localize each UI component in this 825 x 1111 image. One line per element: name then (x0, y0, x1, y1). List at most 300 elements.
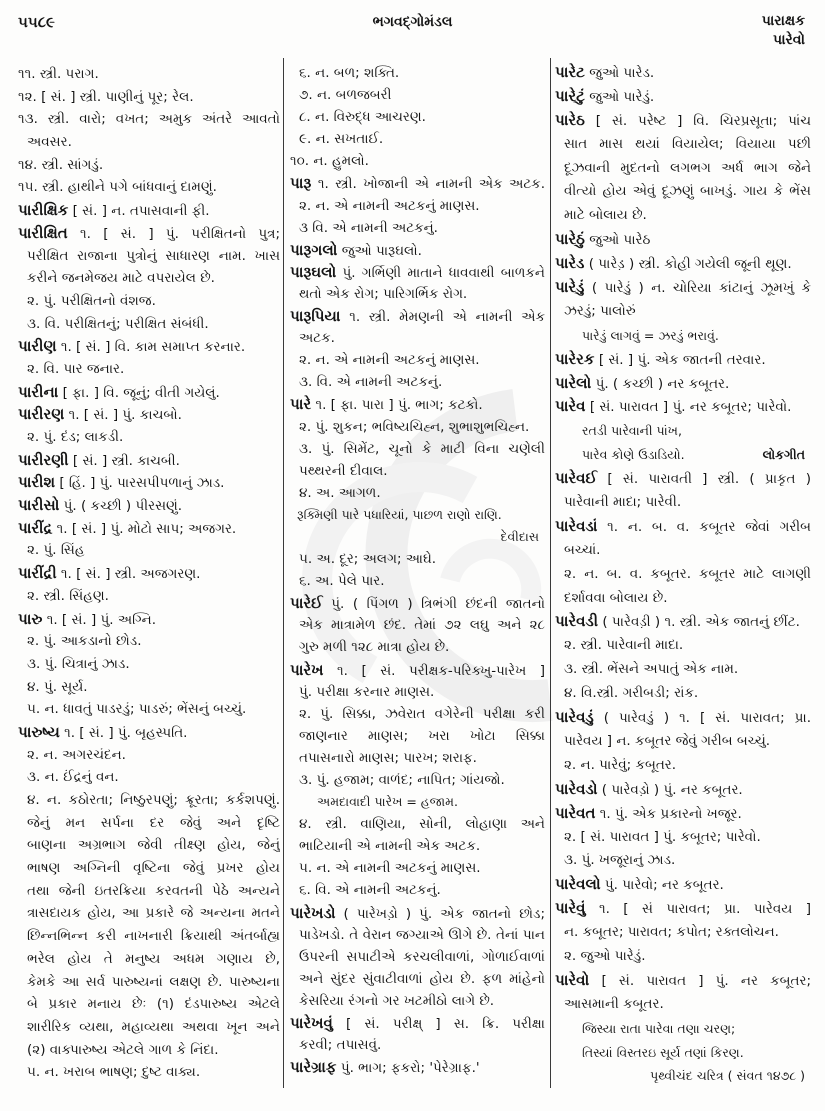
definition-text: ન. કબૂતર; પારાવત; કપોત; રક્તલોચન. (564, 924, 779, 941)
headword: પારેખ (290, 660, 324, 679)
definition-text: [ સં. પરીક્ષ્ ] સ. ક્રિ. પરીક્ષા (346, 1016, 545, 1033)
definition-text: પું. ગર્ભિણી માતાને ધાવવાથી બાળકને (342, 264, 545, 281)
headword: પારેવ (555, 397, 586, 416)
definition-text: ૧૫. સ્ત્રી. હાથીને પગે બાંધવાનું દામણું. (18, 179, 217, 196)
column-3 (555, 61, 811, 1088)
definition-text: ૧. [ સં. ] પું. અગ્નિ. (46, 611, 156, 628)
dictionary-entry (18, 494, 280, 517)
column-divider (283, 58, 284, 1088)
sense-line (555, 682, 811, 706)
continuation-line (18, 1016, 280, 1039)
book-title: ભગવદ્ગોમંડલ (372, 14, 453, 30)
continuation-line (290, 327, 545, 349)
sense-line (290, 482, 545, 504)
definition-text: પારેવાની માદા; પારેવી. (564, 494, 682, 511)
definition-text: તિસ્યાં વિસ્તરઇ સૂર્ય તણાં કિરણ. (582, 1044, 744, 1060)
quote-attribution (290, 526, 545, 548)
sense-line (18, 630, 280, 653)
sense-line (18, 789, 280, 812)
sense-line (18, 1061, 280, 1084)
definition-text: ૧૧. સ્ત્રી. પરાગ. (18, 66, 99, 82)
definition-text: ૬. વિ. એ નામની અટકનું. (299, 882, 441, 899)
dictionary-entry (18, 449, 280, 472)
sense-line (290, 857, 545, 879)
continuation-line (555, 157, 811, 181)
definition-text: ૧. [ સં. પરીક્ષક-પરિક્ખુ-પારેખ ] (337, 662, 545, 679)
continuation-line (18, 245, 280, 268)
sense-line (18, 358, 280, 381)
continuation-line (18, 267, 280, 290)
dictionary-entry (290, 239, 545, 261)
headword: પારેગ્રાફ (290, 1058, 337, 1077)
sense-line (18, 653, 280, 676)
definition-text: [ સં. ] પું. એક જાતની તરવાર. (598, 351, 766, 368)
headword: પારીના (18, 382, 59, 401)
quote-line (555, 419, 811, 443)
definition-text: બાણના અગ્રભાગ જેવી તીક્ષ્ણ હોય, જેનું (27, 837, 280, 854)
headword: પારેખડો (290, 903, 336, 922)
definition-text: ૧૩. સ્ત્રી. વારો; વખત; અમુક અંતરે આવતો (18, 111, 280, 128)
headword: પારેવડું (555, 708, 594, 727)
definition-text: ઉપરની સપાટીએ કરચલીવાળાં, ગોળાઈવાળાં (299, 948, 545, 965)
definition-text: ભરેલ હોય તે મનુષ્ય અધમ ગણાય છે, (27, 950, 280, 967)
sense-line (18, 744, 280, 767)
sense-line (18, 426, 280, 449)
definition-text: ૫. ન. એ નામની અટકનું માણસ. (299, 860, 481, 877)
dictionary-entry (555, 228, 811, 252)
definition-text: ૩. પું. સિમેંટ, ચૂનો કે માટી વિના ચણેલી (299, 440, 545, 457)
headword: પારેવું (555, 899, 586, 918)
headword: પારીક્ષિક (18, 201, 69, 220)
definition-text: [ સં. પારાવતી ] સ્ત્રી. ( પ્રાકૃત ) (607, 471, 811, 488)
definition-text: બે પ્રકાર મનાય છેઃ (૧) દંડપારુષ્ય એટલે (27, 996, 280, 1013)
sense-line (290, 349, 545, 371)
quote-attribution: લોકગીત (762, 447, 805, 463)
definition-text: ૨. ન. એ નામની અટકનું માણસ. (299, 352, 480, 369)
dictionary-entry (290, 592, 545, 614)
definition-text: [ સં. પરેષ્ટ ] વિ. ચિરપ્રસૂતા; પાંચ (595, 112, 811, 129)
headword: પારેવો (555, 970, 590, 989)
definition-text: ત્રાસદાયક હોય, આ પ્રકારે જે અન્યના મતને (27, 905, 280, 922)
definition-text: [ સં. પારાવત ] પું. નર કબૂતર; પારેવો. (589, 399, 792, 416)
definition-text: ૧. [ સં. ] પું. મોટો સાપ; અજગર. (56, 520, 237, 537)
dictionary-entry (18, 222, 280, 245)
definition-text: ( પારેવડ઼ી ) ૧. સ્ત્રી. એક જાતનું છીંટ. (602, 614, 800, 631)
headword: પારેખવું (290, 1014, 333, 1033)
sense-line (18, 539, 280, 562)
sense-line (18, 766, 280, 789)
sense-line (555, 945, 811, 969)
dictionary-entry (555, 467, 811, 491)
quote-line (290, 504, 545, 526)
quote-line (555, 1041, 811, 1065)
definition-text: કરવી; તપાસવું. (299, 1037, 382, 1054)
sense-line (290, 570, 545, 592)
definition-text: અવસર. (27, 134, 72, 151)
sense-line (18, 176, 280, 199)
definition-text: રતડી પારેવાની પાંખ, (582, 423, 682, 439)
sense-line (290, 150, 545, 172)
definition-text: ૫. ન. ધાવતું પાડરડું; પાડરું; ભેંસનું બચ્ચું. (27, 701, 247, 718)
definition-text: પું. પારેવો; નર કબૂતર. (604, 877, 724, 894)
definition-text: ૭. ન. બળજબરી (299, 87, 392, 104)
headword: પારૂપિયા (290, 307, 341, 326)
definition-text: ૨. [ સં. પારાવત ] પું. કબૂતર; પારેવો. (564, 828, 761, 845)
definition-text: કેસરિયા રંગનો ગર ખટમીઠો લાગે છે. (299, 992, 495, 1009)
dictionary-entry (290, 902, 545, 924)
continuation-line (290, 614, 545, 636)
definition-text: ૨. ન. એ નામની અટકનું માણસ. (299, 197, 480, 214)
definition-text: પારેડું લાગવું = ઝરડું ભરાવું. (582, 327, 719, 343)
quote-attribution (555, 1064, 811, 1088)
definition-text: ૩ વિ. એ નામની અટકનું. (299, 219, 438, 236)
definition-text: ૩. વિ. પરીક્ષિતનું; પરીક્ષિત સંબંધી. (27, 315, 209, 332)
dictionary-entry (290, 261, 545, 283)
headword: પારેવડી (555, 612, 599, 631)
headword: પારેઠું (555, 230, 585, 249)
continuation-line (290, 636, 545, 658)
definition-text: ૪. વિ.સ્ત્રી. ગરીબડી; રાંક. (564, 685, 699, 702)
sense-line (290, 813, 545, 835)
quote-line (290, 791, 545, 813)
dictionary-entry (555, 276, 811, 300)
continuation-line (18, 1039, 280, 1062)
continuation-line (290, 681, 545, 703)
sense-line (290, 195, 545, 217)
definition-text: પારેવય ] ન. કબૂતર જેવું ગરીબ બચ્ચું. (564, 732, 771, 749)
headword: પારીસો (18, 496, 60, 515)
definition-text: ૪. ન. કઠોરતા; નિષ્ઠુરપણું; ક્રૂરતા; કર્કશપણું. (27, 792, 280, 808)
continuation-line (555, 133, 811, 157)
definition-text: જુઓ પારૂઘલો. (341, 242, 422, 259)
definition-text: ૧. [ સં. ] પું. પરીક્ષિતનો પુત્ર; (80, 225, 280, 242)
sense-line (290, 84, 545, 106)
definition-text: ૧. [ સં. ] પું. બૃહસ્પતિ. (64, 724, 188, 741)
headword: પારેઠ (555, 110, 585, 129)
definition-text: પરીક્ષિત રાજાના પુત્રોનું સાધારણ નામ. ખાસ (27, 247, 280, 264)
definition-text: ૨. જુઓ પારેડું. (564, 947, 646, 964)
dictionary-entry (555, 802, 811, 826)
headword: પારેટ (555, 63, 585, 81)
dictionary-entry (555, 348, 811, 372)
headword: પારીક્ષિત (18, 223, 68, 242)
headword: પારેડું (555, 278, 585, 297)
sense-line (555, 849, 811, 873)
sense-line (18, 290, 280, 313)
continuation-line (290, 747, 545, 769)
headword: પારેલો (555, 373, 592, 392)
continuation-line (555, 180, 811, 204)
definition-text: એક માત્રામેળ છંદ. તેમાં ૭૨ લઘુ અને ૨૮ (299, 617, 545, 634)
dictionary-entry (555, 873, 811, 897)
definition-text: ૨. સ્ત્રી. સિંહણ. (27, 587, 109, 604)
definition-text: ૧૨. [ સં. ] સ્ત્રી. પાણીનું પૂર; રેલ. (18, 88, 194, 105)
definition-text: ૨. પું. સિક્કા, ઝવેરાત વગેરેની પરીક્ષા કરી (299, 705, 545, 722)
headword: પારીશ (18, 473, 56, 492)
definition-text: ૨. ન. અગરચંદન. (27, 746, 126, 763)
continuation-line (18, 880, 280, 903)
definition-text: [ સં. ] સ્ત્રી. કાચબી. (72, 452, 180, 469)
definition-text: ૧. [ સં પારાવત; પ્રા. પારેવય ] (598, 901, 811, 918)
definition-text: જુઓ પારેડું. (589, 88, 655, 105)
dictionary-entry (18, 381, 280, 404)
definition-text: (૨) વાક્પારુષ્ય એટલે ગાળ કે નિંદા. (27, 1041, 219, 1058)
continuation-line (555, 539, 811, 563)
definition-text: છિન્નભિન્ન કરી નાખનારી ક્રિયાથી અંતર્બાહ્ય (27, 928, 280, 945)
definition-text: પું. ( કચ્છી ) પીરસણું. (63, 498, 183, 515)
sense-line (555, 754, 811, 778)
sense-line (555, 634, 811, 658)
sense-line (290, 879, 545, 901)
continuation-line (290, 946, 545, 968)
definition-text: પારેવ કોણે ઉડાડિયો. (582, 447, 685, 463)
continuation-line (555, 300, 811, 324)
definition-text: ૩. પું. ખજૂરાનું ઝાડ. (564, 852, 676, 869)
headword: પારેવડાં (555, 516, 598, 535)
definition-text: ઝરડું; પાલોરું (564, 302, 636, 319)
definition-text: ૧. [ સં. ] પું. કાચબો. (68, 407, 182, 424)
definition-text: ૧. [ સં. ] સ્ત્રી. અજગરણ. (60, 566, 201, 583)
dictionary-entry (555, 897, 811, 921)
definition-text: ૧. [ સં. ] વિ. કામ સમાપ્ત કરનાર. (60, 339, 246, 356)
dictionary-entry (18, 403, 280, 426)
headword: પારૂગલો (290, 240, 338, 259)
sense-line (18, 154, 280, 177)
dictionary-entry (555, 372, 811, 396)
dictionary-entry (555, 610, 811, 634)
definition-text: શારીરિક વ્યથા, મહાવ્યથા અથવા ખૂન અને (27, 1018, 280, 1035)
definition-text: ગુરુ મળી ૧૨૮ માત્રા હોય છે. (299, 639, 450, 656)
sense-line (290, 106, 545, 128)
headword: પારૂઘલો (290, 262, 337, 281)
dictionary-entry (18, 608, 280, 631)
definition-text: ૨. ન. બ. વ. કબૂતર. કબૂતર માટે લાગણી (564, 565, 811, 582)
dictionary-entry (555, 515, 811, 539)
continuation-line (18, 812, 280, 835)
sense-line (555, 658, 811, 682)
sense-line (18, 676, 280, 699)
definition-text: જેનું મન સર્પના દર જેવું અને દૃષ્ટિ (27, 814, 280, 831)
headword: પારેવત (555, 803, 596, 822)
dictionary-entry (290, 1012, 545, 1034)
headword: પારીંદ્રી (18, 564, 57, 583)
dictionary-entry (555, 969, 811, 993)
definition-text: કેમકે આ સર્વ પારુષ્યનાં લક્ષણ છે. પારુષ્યના (27, 973, 280, 990)
column-1 (18, 63, 280, 1084)
definition-text: બચ્ચાં. (564, 541, 601, 558)
dictionary-entry (18, 335, 280, 358)
continuation-line (18, 834, 280, 857)
continuation-line (18, 993, 280, 1016)
definition-text: ૩. સ્ત્રી. ભેંસને અપાતું એક નામ. (564, 661, 739, 678)
quote-line (555, 443, 811, 467)
definition-text: પાડેખડો. તે વેરાન જગ્યાએ ઊગે છે. તેનાં પાન (299, 926, 545, 943)
definition-text: [ હિં. ] પું. પારસપીપળાનું ઝાડ. (59, 475, 225, 492)
definition-text: ભાષણ અગ્નિની વૃષ્ટિના જેવું પ્રખર હોય (27, 860, 280, 877)
column-2 (290, 62, 545, 1078)
definition-text: જુઓ પારેડ. (589, 65, 655, 81)
definition-text: વીત્યો હોય એવું દૂઝણું બાખડું. ગાય કે ભેંસ (564, 183, 811, 200)
dictionary-entry (555, 85, 811, 109)
definition-text: [ સં. પારાવત ] પું. નર કબૂતર; (601, 972, 811, 989)
attribution-text: પૃથ્વીચંદ ચરિત્ર ( સંવત ૧૪૭૮ ) (650, 1068, 805, 1084)
definition-text: પથ્થરની દીવાલ. (299, 462, 388, 479)
attribution-text: દેવીદાસ (500, 528, 539, 544)
definition-text: જિસ્યા રાતા પારેવા તણા ચરણ; (582, 1020, 736, 1036)
definition-text: ૯. ન. સખતાઈ. (299, 131, 384, 148)
guide-word-last: પારેવો (773, 32, 805, 48)
definition-text: આસમાની કબૂતર. (564, 995, 664, 1012)
definition-text: ૧. સ્ત્રી. મેમણની એ નામની એક (349, 309, 545, 326)
continuation-line (555, 587, 811, 611)
definition-text: ૨. વિ. પાર જનાર. (27, 360, 125, 377)
definition-text: ૨. સ્ત્રી. પારેવાની માદા. (564, 637, 684, 654)
dictionary-entry (18, 199, 280, 222)
continuation-line (290, 968, 545, 990)
definition-text: જુઓ પારેઠ (589, 232, 651, 249)
headword: પારીરણ (18, 405, 65, 424)
sense-line (18, 585, 280, 608)
dictionary-entry (290, 1056, 545, 1078)
definition-text: ૩. વિ. એ નામની અટકનું. (299, 374, 443, 391)
definition-text: ૩. પું. હજામ; વાળંદ; નાપિત; ગાંયજો. (299, 772, 505, 788)
definition-text: ( પારેવડ઼ો ) પું. નર કબૂતર. (601, 781, 743, 798)
definition-text: ૮. ન. વિરુદ્ધ આચરણ. (299, 109, 426, 126)
sense-line (18, 63, 280, 86)
sense-line (290, 62, 545, 84)
headword: પારુ (18, 609, 43, 628)
definition-text: ૧. ન. બ. વ. કબૂતર જેવાં ગરીબ (607, 518, 811, 535)
continuation-line (18, 131, 280, 154)
headword: પારે (290, 395, 312, 414)
definition-text: ( પારેડ઼ું ) ન. ચોરિયા કાંટાનું ઝૂમખું કે (591, 280, 811, 297)
headword: પારેરક (555, 349, 595, 368)
definition-text: ૨. પું. દંડ; લાકડી. (27, 429, 124, 445)
continuation-line (290, 283, 545, 305)
continuation-line (18, 925, 280, 948)
dictionary-entry (555, 252, 811, 276)
definition-text: ૧. [ ફા. પારા ] પું. ભાગ; કટકો. (315, 397, 483, 414)
guide-word-first: પારાક્ષક (761, 13, 805, 29)
definition-text: ૨. પું. આકડાનો છોડ. (27, 633, 142, 650)
definition-text: અમદાવાદી પારેખ = હજામ. (317, 794, 458, 810)
quote-line (555, 324, 811, 348)
continuation-line (18, 902, 280, 925)
definition-text: ૬. અ. પેલે પાર. (299, 573, 385, 590)
definition-text: તથા જેની ઇતરક્રિયા કરવતની પેઠે અન્યને (27, 882, 280, 899)
headword: પારેટું (555, 86, 585, 105)
continuation-line (18, 971, 280, 994)
headword: પારેવઈ (555, 469, 598, 488)
headword: પારુષ્ય (18, 722, 60, 741)
definition-text: ૨. પું. પરીક્ષિતનો વંશજ. (27, 292, 156, 309)
sense-line (290, 371, 545, 393)
dictionary-entry (290, 393, 545, 415)
definition-text: ( પારેવડ઼ું ) ૧. [ સં. પારાવત; પ્રા. (603, 710, 811, 727)
sense-line (18, 698, 280, 721)
dictionary-entry (290, 305, 545, 327)
definition-text: ૪. અ. આગળ. (299, 484, 381, 501)
sense-line (290, 548, 545, 570)
continuation-line (290, 835, 545, 857)
headword: પારૂ (290, 174, 312, 193)
guide-words (762, 12, 805, 50)
continuation-line (290, 1034, 545, 1056)
definition-text: ૨. ન. પારેવું; કબૂતર. (564, 756, 677, 773)
sense-line (290, 416, 545, 438)
definition-text: દૂઝવાની મુદતનો લગભગ અર્ધ ભાગ જેને (564, 159, 811, 176)
sense-line (18, 86, 280, 109)
definition-text: ( પારેડ઼ ) સ્ત્રી. કોહી ગયેલી જૂની થૂણ. (588, 256, 792, 273)
continuation-line (290, 460, 545, 482)
dictionary-entry (555, 109, 811, 133)
definition-text: ૧૦. ન. હુમલો. (290, 153, 369, 170)
continuation-line (555, 491, 811, 515)
headword: પારીંદ્ર (18, 518, 53, 537)
definition-text: ૪. સ્ત્રી. વાણિયા, સોની, લોહાણા અને (299, 816, 545, 833)
quote-line (555, 1017, 811, 1041)
continuation-line (18, 857, 280, 880)
definition-text: ( પારેખડ઼ો ) પું. એક જાતનો છોડ; (343, 905, 545, 922)
definition-text: [ ફા. ] વિ. જૂનું; વીતી ગયેલું. (62, 384, 220, 401)
definition-text: ૫. ન. ખરાબ ભાષણ; દુષ્ટ વાક્ય. (27, 1064, 201, 1081)
definition-text: દર્શાવવા બોલાય છે. (564, 589, 668, 606)
definition-text: ૩. પું. ચિત્રાનું ઝાડ. (27, 655, 130, 672)
sense-line (290, 769, 545, 791)
dictionary-entry (18, 562, 280, 585)
sense-line (555, 826, 811, 850)
definition-text: પું. ભાગ; ફકરો; 'પેરેગ્રાફ.' (340, 1060, 480, 1077)
sense-line (290, 438, 545, 460)
definition-text: કરીને જનમેજય માટે વપરાયેલ છે. (27, 270, 215, 287)
dictionary-entry (555, 778, 811, 802)
definition-text: ૧૪. સ્ત્રી. સાંગડું. (18, 156, 104, 173)
definition-text: [ સં. ] ન. તપાસવાની ફી. (72, 203, 210, 220)
definition-text: સાત માસ થયાં વિયાયેલ; વિયાયા પછી (564, 135, 811, 152)
definition-text: ભાટિયાની એ નામની એક અટક. (299, 838, 481, 855)
headword: પારેવડો (555, 779, 598, 798)
definition-text: ૬. ન. બળ; શક્તિ. (299, 65, 400, 81)
continuation-line (555, 730, 811, 754)
sense-line (18, 108, 280, 131)
definition-text: ૪. પું. સૂર્ય. (27, 678, 88, 695)
definition-text: ૩. ન. ઈંદ્રનું વન. (27, 769, 119, 786)
definition-text: માટે બોલાય છે. (564, 207, 647, 224)
continuation-line (18, 948, 280, 971)
continuation-line (290, 924, 545, 946)
column-divider (550, 58, 551, 1088)
definition-text: અને સુંદર સુંવાટીવાળાં હોય છે. ફળ માંહેનો (299, 970, 545, 987)
definition-text: ૧. પું. એક પ્રકારનો ખજૂર. (599, 805, 742, 822)
definition-text: થતો એક રોગ; પારિગર્ભિક રોગ. (299, 285, 468, 302)
headword: પારીણ (18, 337, 57, 356)
dictionary-entry (18, 471, 280, 494)
definition-text: ૧. સ્ત્રી. ખોજાની એ નામની એક અટક. (317, 176, 545, 193)
definition-text: ૫. અ. દૂર; અલગ; આઘે. (299, 551, 437, 568)
headword: પારેડ (555, 254, 585, 273)
dictionary-entry (555, 61, 811, 85)
definition-text: પું. ( કચ્છી ) નર કબૂતર. (595, 375, 730, 392)
definition-text: ૨. પું. શુકન; ભવિષ્યચિહ્ન, શુભાશુભચિહ્ન. (299, 418, 530, 435)
definition-text: રૂક્મિણી પારે પધારિયાં, પાછળ રાણો રાણિ. (297, 506, 502, 522)
dictionary-entry (18, 721, 280, 744)
sense-line (290, 217, 545, 239)
dictionary-entry (18, 517, 280, 540)
sense-line (290, 703, 545, 725)
dictionary-entry (290, 172, 545, 194)
definition-text: પું. ( પિંગળ ) ત્રિભંગી છંદની જાતનો (331, 596, 545, 613)
dictionary-entry (290, 659, 545, 681)
